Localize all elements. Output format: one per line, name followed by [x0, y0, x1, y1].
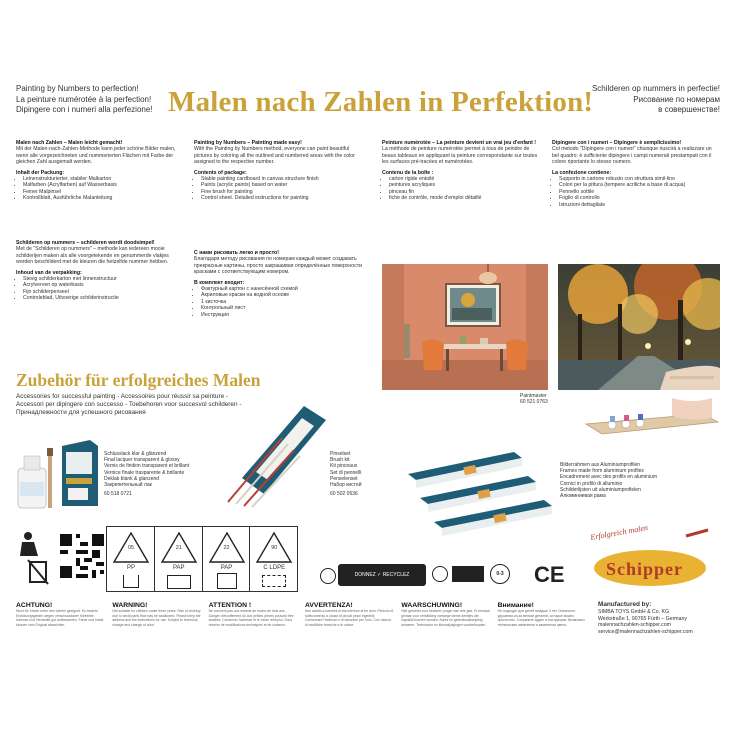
manufacturer-block	[598, 602, 722, 636]
column-en	[194, 140, 364, 202]
manufacturer-title: Manufactured by:	[598, 601, 652, 608]
en-heading: Painting by Numbers – Painting made easy!	[194, 140, 302, 146]
accessories-title: Zubehör für erfolgreiches Malen	[16, 370, 261, 390]
warning-title: AVVERTENZA!	[304, 602, 353, 609]
fr-contents-list	[382, 176, 540, 202]
column-ru	[194, 250, 364, 318]
warning-block	[498, 602, 586, 652]
it-intro: Col metodo "Dipingere con i numeri" chiunque riuscirà a realizzare un bel quadro: è sufficiente dipingere i campi numerati prestampati con il colore riportante lo stesso numero.	[552, 146, 712, 166]
recycling-strip	[106, 526, 298, 592]
disposal-icons	[16, 530, 52, 586]
fr-contents-heading: Contenu de la boîte :	[382, 169, 434, 176]
frames-text	[560, 462, 720, 499]
en-intro: With the Painting by Numbers method, everyone can paint beautiful pictures by coloring all the outlined and numbered areas with the color assigned to the respective number.	[194, 146, 355, 166]
warning-title: Внимание!	[497, 602, 534, 609]
brush-line: Pinselset	[330, 451, 351, 457]
recycling-code: PAP	[172, 565, 185, 571]
frames-line: Bilderrahmen aus Aluminiumprofilen	[560, 462, 641, 468]
brush-icon	[686, 530, 708, 536]
triman-badge: DONNEZ ✓ RECYCLEZ	[338, 564, 426, 586]
packaging-info-icon	[452, 566, 484, 582]
mobius-icon	[320, 568, 336, 584]
list-item: • Fine brush for painting	[201, 189, 364, 195]
recycling-box-pp	[107, 527, 155, 591]
list-item: • Foglio di controllo	[559, 195, 720, 201]
list-item: • pinceau fin	[389, 189, 540, 195]
manufacturer-line: Werkstraße 1, 90765 Fürth – Germany	[598, 615, 687, 622]
list-item: • Stable painting cardboard in canvas structure finish	[201, 176, 364, 182]
en-contents-list	[194, 176, 364, 202]
list-item: • Фактурный картон с нанесённой схемой	[201, 286, 364, 292]
brush-line: Penselenset	[330, 475, 358, 482]
it-heading: Dipingere con i numeri – Dipingere è semplicissimo!	[552, 140, 682, 146]
de-intro: Mit der Malen-nach-Zahlen-Methode kann jeder schöne Bilder malen, wenn alle vorgezeichneten und nummerierten Flächen mit Farbe der gleichen Zahl ausgemalt werden.	[16, 146, 176, 166]
header-right-taglines	[548, 84, 720, 116]
autumn-painting-photo	[558, 264, 720, 390]
recycling-box-pap-22	[203, 527, 251, 591]
warning-block	[209, 602, 297, 652]
frame-boxes	[404, 444, 554, 540]
recycling-num: 22	[223, 545, 230, 551]
list-item: • Controleblad, Uitvoerige schilderinstructie	[23, 295, 176, 301]
manufacturer-line: malennachzahlen-schipper.com	[598, 622, 671, 629]
brush-line: Kit pinceaux	[330, 463, 358, 470]
recycling-num: 90	[271, 545, 278, 551]
manufacturer-line: service@malennachzahlen-schipper.com	[598, 629, 693, 636]
fr-intro: La méthode de peinture numérotée permet à tous de peindre de beaux tableaux en appliquant la peinture correspondante sur toutes les surfaces pré-tracées et numérotées.	[382, 146, 538, 166]
varnish-bottle	[14, 446, 58, 512]
recycling-box-ldpe	[250, 527, 297, 591]
varnish-box	[60, 438, 100, 508]
header-left-taglines	[16, 84, 186, 116]
de-contents-list	[16, 176, 176, 202]
recycling-num: 21	[175, 545, 182, 551]
varnish-line: Deklak blank & glanzend	[104, 475, 160, 482]
green-dot-icon	[432, 566, 448, 582]
list-item: • Acrylverven op waterbasis	[23, 282, 176, 288]
it-contents-heading: La confezione contiene:	[552, 169, 612, 176]
list-item: • carton rigide entoilé	[389, 176, 540, 182]
column-it	[552, 140, 720, 208]
schipper-logo	[589, 523, 720, 590]
age-warning-icon: 0-3	[490, 564, 510, 584]
recycling-code: PP	[126, 565, 135, 571]
accessories-sub-line: Accessori per dipingere con successo - Toebehoren voor succesvol schilderen -	[16, 400, 242, 408]
warning-text: Не подходит для детей младше 3 лет. Опасность удушения из-за мелких деталей, которые можно проглотить. Сохраните адрес и инструкцию. Возможны технические изменения и изменения цвета.	[497, 609, 585, 627]
column-de	[16, 140, 176, 202]
list-item: • Fijn schilderpenseel	[23, 289, 176, 295]
varnish-line: Schlusslack klar & glänzend	[104, 451, 167, 457]
ru-intro: Благодаря методу рисования по номерам каждый может создавать прекрасные картины, просто закрашивая определённые поверхности красками с соответствующим номером.	[194, 256, 363, 276]
list-item: • Инструкция	[201, 312, 364, 318]
varnish-line: Vernis de finition transparent et brillant	[104, 463, 190, 470]
tagline-ru-2: в совершенстве!	[658, 105, 720, 114]
warning-title: WARNING!	[112, 602, 148, 609]
paintmaster-code: 60 521 0763	[520, 399, 548, 406]
tagline-ru-1: Рисование по номерам	[633, 94, 720, 104]
accessories-sub-line: Принадлежности для успешного рисования	[16, 408, 146, 416]
frames-line: Frames made from aluminium profiles	[560, 468, 644, 475]
nl-intro: Met de "Schilderen op nummers" – methode kan iedereen mooie schilderijen maken als alle voorgetekende en genummerde vlakjes worden beschilderd met de kleuren die hetzelfde nummer hebben.	[16, 246, 169, 266]
foil-icon	[262, 575, 286, 587]
brush-kit-text	[330, 451, 400, 497]
varnish-line: Vernice finale trasparente & brillante	[104, 469, 185, 476]
tagline-fr: La peinture numérotée à la perfection!	[16, 94, 152, 104]
warning-block	[305, 602, 393, 652]
ru-heading: С нами рисовать легко и просто!	[194, 250, 279, 256]
person-icon	[24, 532, 32, 540]
brush-line: Набор кистей	[330, 482, 362, 489]
varnish-code: 60 518 0721	[104, 491, 132, 498]
interior-photo	[382, 264, 548, 390]
tagline-it: Dipingere con i numeri alla perfezione!	[16, 105, 153, 114]
varnish-line: Final lacquer transparent & glossy	[104, 457, 180, 464]
list-item: • Feiner Malpinsel	[23, 189, 176, 195]
varnish-line: Закрепительный лак	[104, 482, 152, 489]
list-item: • Supporto in cartone robusto con struttura simil-lino	[559, 176, 720, 182]
list-item: • Malfarben (Acrylfarben) auf Wasserbasis	[23, 182, 176, 188]
list-item: • Pennello sottile	[559, 189, 720, 195]
cup-icon	[123, 575, 139, 588]
recycling-num: 05	[127, 545, 135, 551]
warning-title: ACHTUNG!	[16, 602, 53, 609]
tagline-nl: Schilderen op nummers in perfectie!	[591, 84, 720, 93]
list-item: • Акриловые краски на водной основе	[201, 292, 364, 298]
nl-contents-list	[16, 276, 176, 302]
list-item: • Istruzioni dettagliate	[559, 202, 720, 208]
ru-contents-list	[194, 286, 364, 318]
warning-title: ATTENTION !	[208, 602, 252, 609]
ru-contents-heading: В комплект входит:	[194, 279, 245, 286]
paintmaster-tray	[582, 394, 722, 438]
frames-line: Cornici in profilo di alluminio	[560, 480, 623, 487]
de-contents-heading: Inhalt der Packung:	[16, 169, 65, 176]
list-item: • Control sheet. Detailed instructions for painting	[201, 195, 364, 201]
it-contents-list	[552, 176, 720, 208]
brand-tagline: Erfolgreich malen	[589, 523, 649, 542]
nl-contents-heading: Inhoud van de verpakking:	[16, 269, 82, 276]
fr-heading: Peinture numérotée – La peinture devient un vrai jeu d'enfant !	[382, 140, 537, 146]
warning-block	[112, 602, 200, 652]
warning-block	[401, 602, 489, 652]
headline: Malen nach Zahlen in Perfektion!	[168, 86, 594, 118]
brush-kit-box	[222, 398, 328, 508]
warning-text: Nicht für Kinder unter drei Jahren geeignet. Es besteht Erstickungsgefahr wegen verschluckbarer Kleinteile. Adresse und Hersteller gut aufbewahren. Farbe und Inhalt können vom Original abweichen.	[16, 609, 104, 627]
list-item: • Colori per la pittura (tempere acriliche a base di acqua)	[559, 182, 720, 188]
accessories-sub-line: Accessories for successful painting - Accessoires pour réussir sa peinture -	[16, 393, 229, 400]
de-heading: Malen nach Zahlen – Malen leicht gemacht!	[16, 140, 123, 146]
ce-mark-icon: CE	[534, 562, 565, 587]
recycling-code: C LDPE	[263, 565, 286, 571]
list-item: • 1 кисточка	[201, 299, 364, 305]
list-item: • Leinenstrukturierter, stabiler Malkarton	[23, 176, 176, 182]
brand-name: Schipper	[606, 559, 684, 579]
warning-text: Not suitable for children under three years. Risk of choking due to small parts that may be swallowed. Please keep the address and the instructions for use. Subject to technical change and change of color.	[112, 609, 201, 627]
list-item: • peintures acryliques	[389, 182, 540, 188]
tagline-en: Painting by Numbers to perfection!	[16, 84, 139, 93]
recycling-code: PAP	[220, 565, 233, 571]
varnish-text	[104, 451, 234, 497]
brush-line: Brush kit	[330, 457, 350, 464]
brush-code: 60 502 0536	[330, 491, 358, 498]
warning-text: Ne convient pas aux enfants de moins de trois ans. Danger d'étouffement dû aux petites pièces pouvant être avalées. Conserver l'adresse et le mode d'emploi. Sous réserve de modifications techniques et de couleurs.	[208, 609, 294, 627]
warning-text: Non adatto a bambini di età inferiore ai tre anni. Pericolo di soffocamento a causa di piccoli pezzi ingeribili. Conservare l'indirizzo e le istruzioni per l'uso. Con riserva di modifiche tecniche e di colore.	[304, 609, 394, 627]
column-nl	[16, 240, 176, 302]
warning-block	[16, 602, 104, 652]
frames-line: Алюминиевая рама	[560, 493, 606, 500]
brush-line: Set di pennelli	[330, 469, 362, 476]
list-item: • Контрольный лист	[201, 305, 364, 311]
manufacturer-line: SIMBA TOYS GmbH & Co. KG	[598, 608, 670, 615]
frames-line: Encadrement avec des profils en aluminium	[560, 474, 657, 481]
nl-heading: Schilderen op nummers – schilderen wordt doodsimpel!	[16, 240, 155, 246]
warnings-row	[16, 602, 586, 652]
warning-title: WAARSCHUWING!	[401, 602, 463, 609]
en-contents-heading: Contents of package:	[194, 169, 247, 176]
sheet-icon	[217, 573, 237, 589]
box-icon	[167, 575, 191, 589]
column-fr	[382, 140, 540, 202]
list-item: • Kontrollblatt, Ausführliche Malanleitung	[23, 195, 176, 201]
list-item: • Paints (acrylic paints) based on water	[201, 182, 364, 188]
frames-line: Schilderlijsten uit aluminiumprofielen	[560, 486, 641, 493]
recycling-box-pap-21	[155, 527, 203, 591]
list-item: • Stevig schilderkarton met linnenstructuur	[23, 276, 176, 282]
warning-text: Niet geschikt voor kinderen jonger dan drie jaar. Er bestaat gevaar voor verstikking vanwege kleine deeltjes die ingeslikt kunnen worden. Adres en gebruiksaanwijzing bewaren. Technische en kleurwijzigingen voorbehouden.	[401, 609, 490, 627]
qr-code	[60, 534, 104, 578]
list-item: • fiche de contrôle, mode d'emploi détaillé	[389, 195, 540, 201]
paintmaster-name: Paintmaster	[520, 393, 547, 399]
paintmaster-label	[520, 393, 580, 405]
